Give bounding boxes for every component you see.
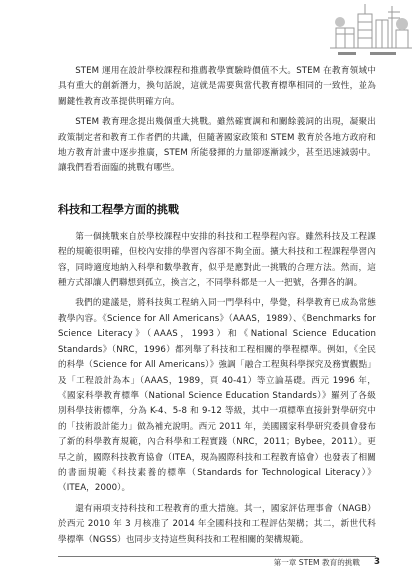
section-heading: 科技和工程學方面的挑戰 [58,202,179,216]
running-footer-chapter: 第一章 STEM 教育的挑戰 [273,558,360,567]
paragraph: STEM 運用在設計學校課程和推薦教學實驗時價值不大。STEM 在教育領域中具有重大的創新潛力，換句話說，這就是需要與當代教育標準相同的一致性，並為關鍵性教育改革提供明確方向。 [58,66,376,107]
page-footer [58,556,388,568]
footer-divider [58,556,376,557]
paragraph: STEM 教育理念提出幾個重大挑戰。雖然確實調和和關餘義詞的出現，凝聚出政策制定者和教育工作者們的共識，但隨著國家政策和 STEM 教育於各地方政府和地方教育計畫中逐步推廣，STEM 所能發揮的力量卻逐漸減少，甚至迅速減弱中。讓我們看看面臨的挑戰有哪些。 [58,117,376,174]
paragraph: 我們的建議是，將科技與工程納入同一門學科中，學覺，科學教育已成為常態教學內容。《Science for All Americans》（AAAS，1989）、《Benchmarks for Science Literacy》（AAAS，1993）和《National Science Education Standards》（NRC，1996）都列舉了科技和工程相關的學程標準。例如，《全民的科學（Science for All Americans）》強調「融合工程與科學探究及務實觀點」及「工程設計為本」（AAAS，1989，頁 40-41）等立論基礎。西元 1996 年，《國家科學教育標準（National Science Education Standards）》羅列了各級別科學技術標準，分為 K-4、5-8 和 9-12 等級，其中一項標準直接針對學研究中的「技術設計能力」做為補充說明。西元 2011 年，美國國家科學研究委員會發布了新的科學教育規範，內合科學和工程實踐（NRC，2011；Bybee，2011）。更早之前，國際科技教育協會（ITEA，現為國際科技和工程教育協會）也發表了相關的書面規範《科技素養的標準（Standards for Technological Literacy）》（ITEA，2000）。 [58,298,376,494]
paragraph: 還有兩項支持科技和工程教育的重大措施。其一，國家評估理事會（NAGB）於西元 2010 年 3 月核准了 2014 年全國科技和工程評估架構；其二，新世代科學標準（NGSS）也同步支持這些與科技和工程相關的架構規範。 [58,503,376,545]
paragraph: 第一個挑戰來自於學校課程中安排的科技和工程學程內容。雖然科技及工程課程的規範很明確，但校內安排的學習內容卻不夠全面。擴大科技和工程課程學習內容，同時適度地納入科學和數學教育，似乎是應對此一挑戰的合理方法。然而，這種方式卻讓人們聯想到孤立，換言之，不同學科都是一人一把號，各彈各的調。 [58,231,376,289]
campus-building-illustration [330,0,412,58]
page-number: 3 [374,557,380,567]
main-text [58,64,376,548]
